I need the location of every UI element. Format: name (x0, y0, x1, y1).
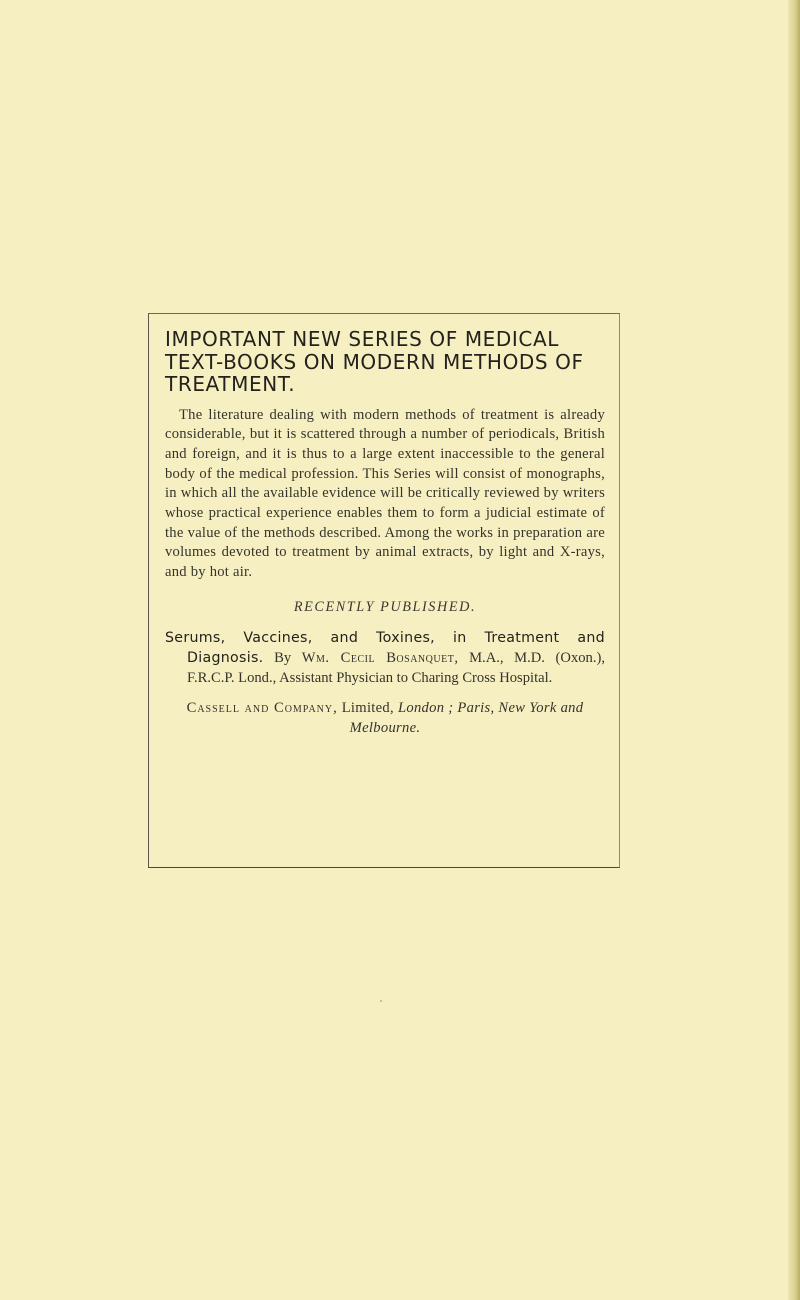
book-entry (165, 628, 605, 688)
publisher-name: Cassell and Company, (186, 699, 338, 716)
book-by: By (274, 649, 292, 666)
page-edge-shadow (788, 0, 800, 1300)
book-author-credentials: M.A., M.D. (Oxon.), F.R.C.P. Lond., Assistant Physician to Charing Cross Hospital. (187, 649, 605, 686)
publisher-imprint (165, 698, 605, 738)
book-author: Wm. Cecil Bosanquet, (301, 649, 459, 666)
series-description: The literature dealing with modern methods of treatment is already considerable, but it is scattered through a number of periodicals, British and foreign, and it is thus to a large extent inaccessible to the general body of the medical profession. This Series will consist of monographs, in which all the available evidence will be critically reviewed by writers whose practical experience enables them to form a judicial estimate of the value of the methods described. Among the works in preparation are volumes devoted to treatment by animal extracts, by light and X-rays, and by hot air. (165, 406, 605, 581)
series-heading: IMPORTANT NEW SERIES OF MEDICAL TEXT-BOOKS ON MODERN METHODS OF TREATMENT. (165, 327, 584, 396)
paper-speck (380, 1000, 382, 1002)
advertisement-content (165, 328, 605, 738)
advertisement-box (148, 313, 620, 868)
publisher-places: London ; Paris, New York and Melbourne. (349, 699, 584, 736)
publisher-suffix: Limited, (341, 699, 394, 716)
recently-published-label: RECENTLY PUBLISHED. (293, 598, 477, 615)
book-title: Serums, Vaccines, and Toxines, in Treatment and Diagnosis. (165, 629, 605, 666)
